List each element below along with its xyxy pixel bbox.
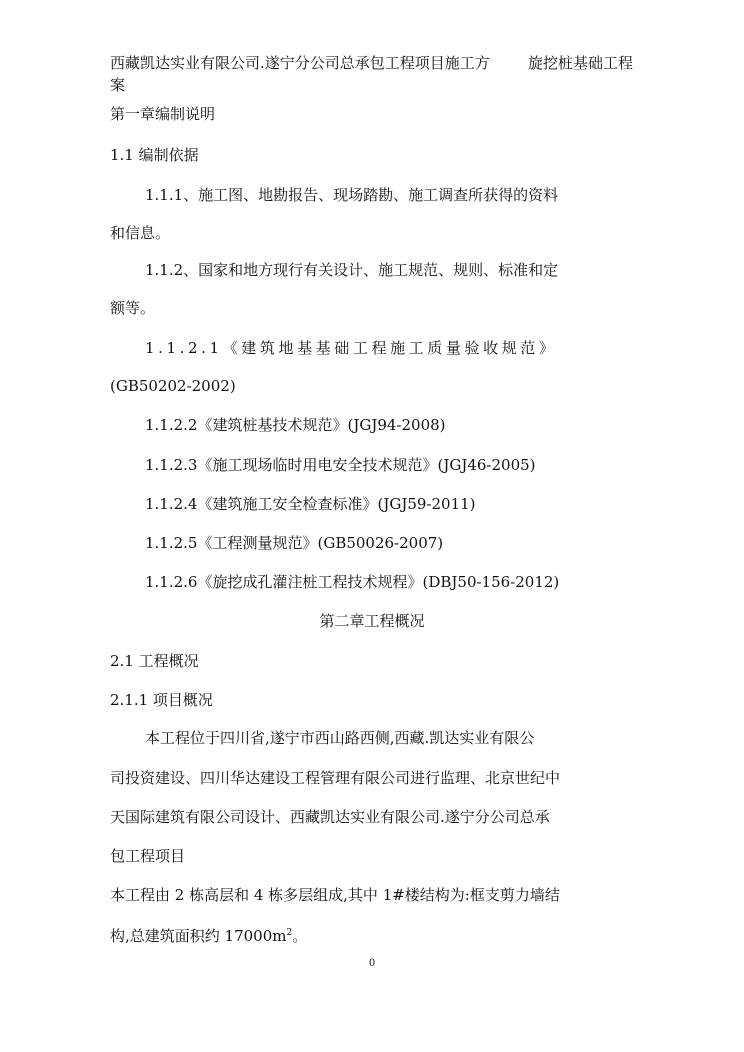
- chapter2-title: 第二章工程概况: [319, 612, 425, 630]
- section-2-1: 2.1 工程概况: [110, 652, 199, 670]
- para2-line1: 本工程由 2 栋高层和 4 栋多层组成,其中 1#楼结构为:框支剪力墙结: [110, 886, 560, 904]
- section-2-1-1: 2.1.1 项目概况: [110, 691, 213, 709]
- para-1-1-1-line2: 和信息。: [110, 224, 171, 242]
- para-1-1-2-1-line1: 1.1.2.1《建筑地基基础工程施工质量验收规范》: [145, 339, 558, 357]
- header-right: 旋挖桩基础工程: [528, 54, 634, 72]
- ref-1-1-2-4: 1.1.2.4《建筑施工安全检查标准》(JGJ59-2011): [145, 495, 476, 513]
- header-left: 西藏凯达实业有限公司.遂宁分公司总承包工程项目施工方案: [110, 54, 490, 94]
- para2-line2-text: 构,总建筑面积约 17000m: [110, 927, 287, 945]
- para1-line3: 天国际建筑有限公司设计、西藏凯达实业有限公司.遂宁分公司总承: [110, 808, 550, 826]
- para1-line4: 包工程项目: [110, 847, 186, 865]
- para2-line2: [110, 922, 307, 947]
- para2-line2-end: 。: [292, 927, 308, 945]
- ref-1-1-2-2: 1.1.2.2《建筑桩基技术规范》(JGJ94-2008): [145, 416, 446, 434]
- area-unit-superscript: 2: [286, 928, 293, 938]
- ref-1-1-2-3: 1.1.2.3《施工现场临时用电安全技术规范》(JGJ46-2005): [145, 456, 536, 474]
- chapter1-title: 第一章编制说明: [110, 105, 216, 123]
- para-1-1-2-line1: 1.1.2、国家和地方现行有关设计、施工规范、规则、标准和定: [145, 261, 559, 279]
- para1-line2: 司投资建设、四川华达建设工程管理有限公司进行监理、北京世纪中: [110, 769, 561, 787]
- ref-1-1-2-5: 1.1.2.5《工程测量规范》(GB50026-2007): [145, 534, 444, 552]
- para1-line1: 本工程位于四川省,遂宁市西山路西侧,西藏.凯达实业有限公: [145, 729, 535, 747]
- para-1-1-2-1-line2: (GB50202-2002): [110, 377, 236, 395]
- ref-1-1-2-6: 1.1.2.6《旋挖成孔灌注桩工程技术规程》(DBJ50-156-2012): [145, 573, 560, 591]
- para-1-1-1-line1: 1.1.1、施工图、地勘报告、现场踏勘、施工调查所获得的资料: [145, 186, 559, 204]
- section-1-1: 1.1 编制依据: [110, 146, 199, 164]
- page-number: 0: [368, 958, 376, 969]
- para-1-1-2-line2: 额等。: [110, 299, 156, 317]
